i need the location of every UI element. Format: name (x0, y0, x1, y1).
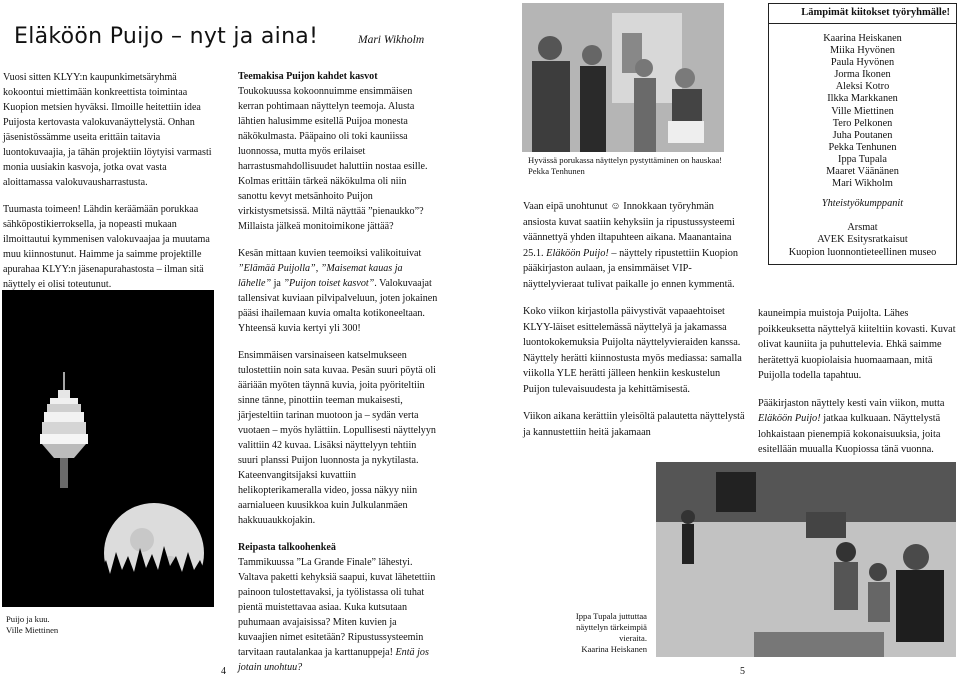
caption-credit: Pekka Tenhunen (528, 166, 585, 176)
paragraph: Koko viikon kirjastolla päivystivät vapaaehtoiset KLYY-läiset esittelemässä näyttelyä ja jakamassa luontokokemuksia Puijolta näyttelyvieraiden kanssa. Näyttely herätti kiinnostusta myös mediassa: samalla viikolla YLE herätti jälleen henkiin keskustelun Puijon tulevaisuudesta ja kehittämisestä. (523, 306, 742, 395)
article-column-3 (523, 199, 749, 452)
author-name: Mari Wikholm (358, 34, 425, 46)
caption-text: Hyvässä porukassa näyttelyn pystyttäminen on hauskaa! (528, 155, 723, 165)
caption-text: Ippa Tupala juttuttaa näyttelyn tärkeimpiä vieraita. (575, 611, 647, 643)
team-member: Miika Hyvönen (830, 45, 895, 57)
partner: Arsmat (847, 222, 878, 234)
people-silhouettes (522, 3, 724, 152)
paragraph (758, 396, 958, 458)
caption-credit: Kaarina Heiskanen (581, 644, 647, 654)
paragraph (523, 199, 749, 292)
paragraph: Ensimmäisen varsinaiseen katselmukseen tulostettiin noin sata kuvaa. Pesän suuri pöytä oli ääriään myöten täynnä kuvia, joita pyöriteltiin sinne tänne, pinottiin teeman mukaisesti, järjesteltiin tarinan muotoon ja – sydän verta vuotaen – myös hylättiin. Lopullisesti näyttelyyn valittiin 42 kuvaa. Lisäksi näyttelyyn tehtiin suuri planssi Puijon luonnosta ja nykytilasta. Kateenvangitsijaksi kuvattiin helikopterikameralla video, jossa näkyy niin aarnialueen kuusikkoa kuin Julkulanmäen hakkuuaukkojakin. (238, 350, 436, 526)
team-member: Tero Pelkonen (832, 117, 893, 129)
text-run: jatkaa kulkuaan. Näyttelystä lohkaistaan pienempiä kokonaisuuksia, joita esitellään muualla Kuopiossa tänä vuonna. (758, 413, 941, 455)
page-title: Eläköön Puijo – nyt ja aina! (14, 24, 319, 49)
caption-credit: Ville Miettinen (6, 625, 59, 635)
team-member: Ippa Tupala (838, 153, 887, 165)
paragraph: Tuumasta toimeen! Lähdin keräämään porukkaa sähköpostikierroksella, ja nopeasti mukaan ilmoittautui kymmenisen valokuvaajaa ja muutama muu kiinnostunut. Haimme ja saimme projektille apurahaa KLYY:n jäsenapurahastosta – ilman sitä näyttely ei olisi toteutunut. (3, 204, 210, 290)
thanks-box (768, 3, 957, 265)
italic-run: Eläköön Puijo! (758, 413, 821, 424)
thanks-heading: Lämpimät kiitokset työryhmälle! (769, 4, 956, 24)
italic-run: ”Puijon toiset kasvot” (283, 278, 375, 289)
caption-top-photo (528, 155, 728, 177)
partners-heading: Yhteistyökumppanit (821, 198, 904, 210)
team-member: Aleksi Kotro (835, 81, 890, 93)
section-heading: Reipasta talkoohenkeä (238, 542, 336, 553)
caption-text: Puijo ja kuu. (6, 614, 50, 624)
italic-run: ”Maisemat kauas ja lähelle” (238, 263, 403, 289)
text-run: Pääkirjaston näyttely kesti vain viikon, mutta (758, 397, 945, 409)
italic-run: ”Elämää Puijolla” (238, 263, 316, 274)
visitors-scene (656, 462, 956, 657)
team-member: Ilkka Markkanen (827, 93, 898, 105)
page-number-left: 4 (221, 666, 226, 677)
article-column-1 (3, 70, 215, 304)
team-member: Ville Miettinen (831, 105, 894, 117)
text-run: – näyttely ripustettiin Kuopion pääkirjaston aulaan, ja ensimmäiset VIP-näyttelyvieraat tulivat paikalle jo ennen kymmentä. (523, 247, 739, 290)
text-run: Vaan eipä unohtunut ☺ Innokkaan työryhmän ansiosta kuvat saatiin kehyksiin ja ripustussysteemi väännettyä yhden iltapuhteen aikana. Maanantaina 25.1. (523, 201, 735, 259)
italic-run: Eläköön Puijo! (546, 247, 609, 259)
paragraph: Viikon aikana kerättiin yleisöltä palautetta näyttelystä ja kannustettiin heitä jakamaan (523, 411, 745, 438)
team-member: Maaret Väänänen (826, 166, 899, 178)
partner: AVEK Esitysratkaisut (817, 234, 908, 246)
caption-night-photo (6, 614, 126, 636)
caption-bottom-photo (555, 611, 647, 655)
team-member: Paula Hyvönen (830, 57, 895, 69)
paragraph (238, 246, 438, 336)
italic-run: Entä jos jotain unohtuu? (238, 647, 429, 673)
team-list (769, 24, 956, 259)
paragraph (238, 555, 438, 675)
text-run: , (315, 263, 321, 274)
page-number-right: 5 (740, 666, 745, 677)
text-run: ja (271, 278, 284, 289)
text-run: Kesän mittaan kuvien teemoiksi valikoituivat (238, 248, 422, 259)
team-member: Kaarina Heiskanen (823, 33, 902, 44)
night-photo (2, 290, 214, 607)
team-member: Jorma Ikonen (834, 69, 891, 81)
paragraph: Toukokuussa kokoonnuimme ensimmäisen kerran pohtimaan näyttelyn teemoja. Alusta lähtien halusimme esitellä Puijoa monesta näkökulmasta. Pääpaino oli toki kauniissa luonnossa, mutta myös erilaiset harrastusmahdollisuudet haluttiin nostaa esille. Kolmas erittäin tärkeä näkökulma oli niin sanottu kevyt metsänhoito Puijon virkistysmetsissä. Miltä näyttää ”pienaukko”? Millaista jälkeä monitoimikone jättää? (238, 86, 428, 232)
team-member: Mari Wikholm (832, 178, 893, 190)
text-run: . Valokuvaajat tallensivat kuviaan pilvipalveluun, joten jokainen pääsi ihailemaan kuvia omalta kotikoneeltaan. Yhteensä kuvia kertyi yli 300! (238, 278, 438, 334)
team-member: Pekka Tenhunen (828, 141, 897, 153)
team-member: Juha Poutanen (832, 129, 893, 141)
section-heading: Teemakisa Puijon kahdet kasvot (238, 71, 378, 82)
photo-exhibition-setup (522, 3, 724, 152)
paragraph: kauneimpia muistoja Puijolta. Lähes poikkeuksetta näyttelyä kiiteltiin kovasti. Kuvat olivat kauniita ja puhuttelevia. Ehkä saimme herätettyä kuopiolaisia huomaamaan, mitä Puijolla todella tapahtuu. (758, 308, 956, 381)
paragraph: Vuosi sitten KLYY:n kaupunkimetsäryhmä kokoontui miettimään konkreettista toimintaa Kuopion metsien hyväksi. Ilmoille heitettiin idea Puijosta kertovasta valokuvanäyttelystä. Onhan jäsenistössämme useita erittäin taitavia luontokuvaajia, ja tähän projektiin löytyisi varmasti monia uusiakin kasvoja, jotka ovat vasta aloittamassa valokuvausharrastusta. (3, 72, 212, 188)
photo-visitors (656, 462, 956, 657)
tower-moon-illustration (2, 290, 214, 607)
partner: Kuopion luonnontieteellinen museo (788, 246, 937, 258)
text-run: Tammikuussa ”La Grande Finale” lähestyi. Valtava paketti kehyksiä saapui, kuvat lähetettiin painoon tulostettavaksi, ja työlistassa oli tuhat pientä muistettavaa asiaa. Kuka kutsutaan puhumaan avajaisissa? Miten kuvien ja kuvaajien nimet esitetään? Ripustussysteemin tarvitaan rautalankaa ja karttanuppeja! (238, 557, 436, 658)
article-column-2 (238, 69, 438, 687)
article-column-4 (758, 306, 958, 470)
